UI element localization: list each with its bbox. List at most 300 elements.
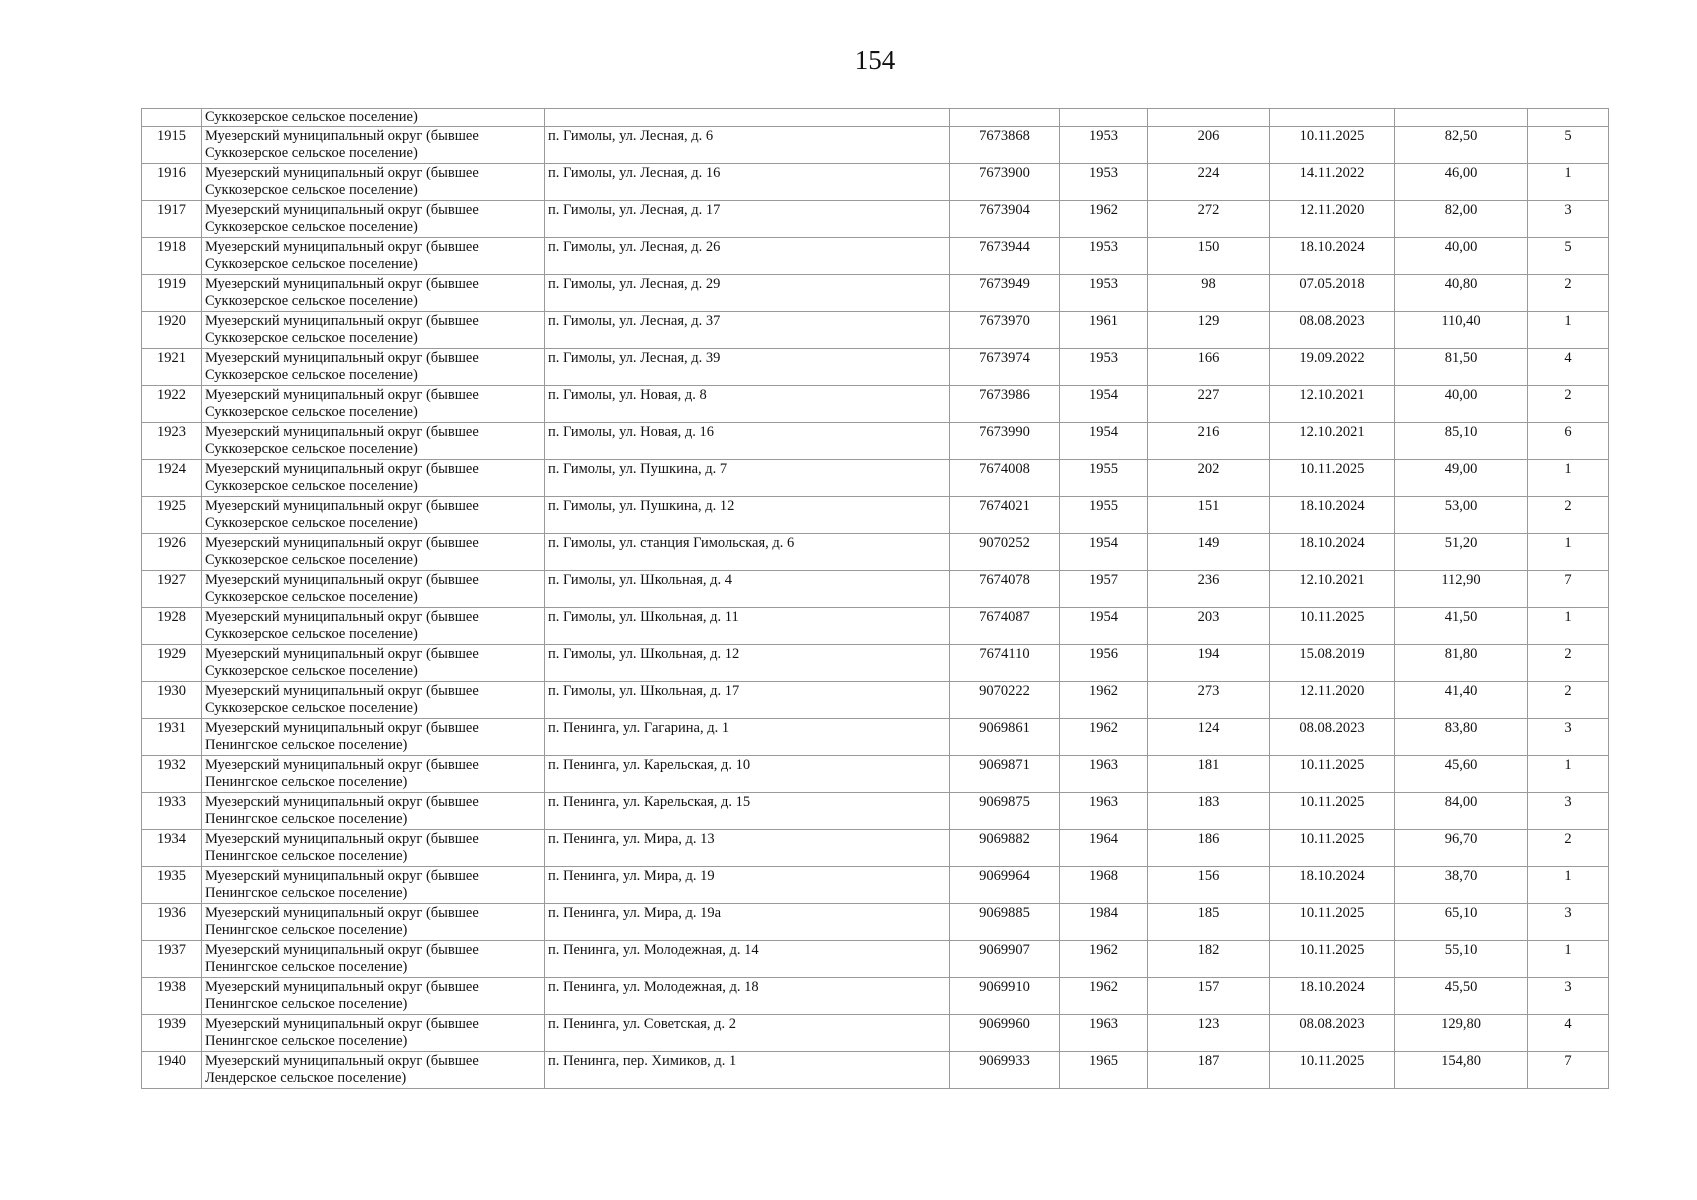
- cell-count: 3: [1528, 904, 1609, 941]
- cell-year: 1955: [1060, 497, 1148, 534]
- cell-count: 7: [1528, 1052, 1609, 1089]
- cell-code: 7673990: [950, 423, 1060, 460]
- cell-count: 3: [1528, 978, 1609, 1015]
- cell-code: 9069910: [950, 978, 1060, 1015]
- cell-address: п. Гимолы, ул. Школьная, д. 17: [545, 682, 950, 719]
- cell-district: [202, 534, 545, 571]
- cell-n: 98: [1148, 275, 1270, 312]
- district-line-1: Муезерский муниципальный округ (бывшее: [205, 905, 479, 921]
- district-line-2: Суккозерское сельское поселение): [205, 367, 418, 383]
- cell-count: 7: [1528, 571, 1609, 608]
- cell-year: 1954: [1060, 423, 1148, 460]
- table-row: [142, 460, 1609, 497]
- cell-address: п. Гимолы, ул. Школьная, д. 12: [545, 645, 950, 682]
- district-line-2: Пенингское сельское поселение): [205, 996, 408, 1012]
- cell-address: п. Гимолы, ул. Лесная, д. 39: [545, 349, 950, 386]
- cell-year: 1955: [1060, 460, 1148, 497]
- cell-area: 51,20: [1395, 534, 1528, 571]
- cell-year: 1956: [1060, 645, 1148, 682]
- cell-year: 1953: [1060, 127, 1148, 164]
- cell-year: 1962: [1060, 941, 1148, 978]
- district-line-1: Муезерский муниципальный округ (бывшее: [205, 165, 479, 181]
- table-row: [142, 497, 1609, 534]
- cell-n: 183: [1148, 793, 1270, 830]
- cell-district: [202, 867, 545, 904]
- cell-district: [202, 460, 545, 497]
- cell-code: 9069875: [950, 793, 1060, 830]
- cell-district: [202, 238, 545, 275]
- district-line-2: Суккозерское сельское поселение): [205, 145, 418, 161]
- cell-count: 2: [1528, 386, 1609, 423]
- cell-count: 6: [1528, 423, 1609, 460]
- table-row: [142, 608, 1609, 645]
- cell-year: 1953: [1060, 164, 1148, 201]
- table-row: [142, 793, 1609, 830]
- cell-count: 2: [1528, 682, 1609, 719]
- table-row: [142, 904, 1609, 941]
- cell-num: [142, 109, 202, 127]
- table-row: [142, 978, 1609, 1015]
- cell-date: 18.10.2024: [1270, 978, 1395, 1015]
- cell-address: п. Гимолы, ул. Школьная, д. 4: [545, 571, 950, 608]
- cell-district: [202, 164, 545, 201]
- cell-area: 46,00: [1395, 164, 1528, 201]
- cell-date: 10.11.2025: [1270, 127, 1395, 164]
- cell-count: 3: [1528, 719, 1609, 756]
- table-row: [142, 127, 1609, 164]
- registry-table-wrapper: [141, 108, 1609, 1089]
- cell-num: 1921: [142, 349, 202, 386]
- cell-area: 81,50: [1395, 349, 1528, 386]
- cell-date: 10.11.2025: [1270, 941, 1395, 978]
- cell-address: п. Гимолы, ул. Лесная, д. 16: [545, 164, 950, 201]
- cell-district: [202, 978, 545, 1015]
- cell-date: 12.10.2021: [1270, 386, 1395, 423]
- cell-count: 2: [1528, 830, 1609, 867]
- cell-district: [202, 941, 545, 978]
- district-line-1: Муезерский муниципальный округ (бывшее: [205, 313, 479, 329]
- cell-address: п. Гимолы, ул. Новая, д. 16: [545, 423, 950, 460]
- cell-code: 9069907: [950, 941, 1060, 978]
- cell-district: [202, 201, 545, 238]
- cell-code: 7673970: [950, 312, 1060, 349]
- cell-date: 10.11.2025: [1270, 904, 1395, 941]
- district-line-1: Муезерский муниципальный округ (бывшее: [205, 720, 479, 736]
- cell-num: 1928: [142, 608, 202, 645]
- cell-code: 9069960: [950, 1015, 1060, 1052]
- district-line-1: Муезерский муниципальный округ (бывшее: [205, 979, 479, 995]
- cell-date: 10.11.2025: [1270, 830, 1395, 867]
- district-line-2: Суккозерское сельское поселение): [205, 182, 418, 198]
- cell-district: [202, 793, 545, 830]
- district-line-2: Суккозерское сельское поселение): [205, 256, 418, 272]
- cell-address: п. Гимолы, ул. Пушкина, д. 12: [545, 497, 950, 534]
- table-row: [142, 275, 1609, 312]
- cell-code: 7674110: [950, 645, 1060, 682]
- cell-date: 12.11.2020: [1270, 682, 1395, 719]
- district-line-1: Муезерский муниципальный округ (бывшее: [205, 424, 479, 440]
- cell-district: [202, 571, 545, 608]
- cell-area: 45,60: [1395, 756, 1528, 793]
- cell-area: 45,50: [1395, 978, 1528, 1015]
- cell-district: [202, 275, 545, 312]
- cell-num: 1933: [142, 793, 202, 830]
- cell-district: [202, 386, 545, 423]
- table-row: [142, 201, 1609, 238]
- cell-code: 7674078: [950, 571, 1060, 608]
- cell-count: 2: [1528, 645, 1609, 682]
- cell-code: 7673949: [950, 275, 1060, 312]
- cell-date: 08.08.2023: [1270, 312, 1395, 349]
- district-line-2: Суккозерское сельское поселение): [205, 478, 418, 494]
- cell-count: [1528, 109, 1609, 127]
- cell-code: 7673944: [950, 238, 1060, 275]
- district-line-1: Муезерский муниципальный округ (бывшее: [205, 683, 479, 699]
- cell-num: 1936: [142, 904, 202, 941]
- table-row: [142, 571, 1609, 608]
- cell-district: [202, 682, 545, 719]
- cell-n: 187: [1148, 1052, 1270, 1089]
- cell-num: 1919: [142, 275, 202, 312]
- cell-area: 82,50: [1395, 127, 1528, 164]
- cell-district: [202, 127, 545, 164]
- district-line-1: Муезерский муниципальный округ (бывшее: [205, 535, 479, 551]
- district-line-1: Муезерский муниципальный округ (бывшее: [205, 1016, 479, 1032]
- cell-code: 7673974: [950, 349, 1060, 386]
- cell-num: 1939: [142, 1015, 202, 1052]
- district-line-2: Пенингское сельское поселение): [205, 848, 408, 864]
- cell-num: 1931: [142, 719, 202, 756]
- cell-area: 40,00: [1395, 386, 1528, 423]
- cell-n: 273: [1148, 682, 1270, 719]
- district-line-2: Суккозерское сельское поселение): [205, 219, 418, 235]
- cell-year: [1060, 109, 1148, 127]
- table-row: [142, 682, 1609, 719]
- cell-area: 41,50: [1395, 608, 1528, 645]
- cell-district: [202, 830, 545, 867]
- table-row: [142, 423, 1609, 460]
- district-line-1: Муезерский муниципальный округ (бывшее: [205, 239, 479, 255]
- cell-year: 1962: [1060, 978, 1148, 1015]
- cell-count: 1: [1528, 867, 1609, 904]
- cell-count: 1: [1528, 164, 1609, 201]
- cell-n: 224: [1148, 164, 1270, 201]
- cell-year: 1962: [1060, 682, 1148, 719]
- table-row: [142, 1015, 1609, 1052]
- cell-date: 10.11.2025: [1270, 756, 1395, 793]
- table-row: [142, 830, 1609, 867]
- cell-area: 96,70: [1395, 830, 1528, 867]
- district-line-2: Суккозерское сельское поселение): [205, 552, 418, 568]
- cell-address: п. Гимолы, ул. Пушкина, д. 7: [545, 460, 950, 497]
- cell-area: 38,70: [1395, 867, 1528, 904]
- cell-area: 65,10: [1395, 904, 1528, 941]
- cell-n: 151: [1148, 497, 1270, 534]
- cell-area: 53,00: [1395, 497, 1528, 534]
- cell-n: 227: [1148, 386, 1270, 423]
- cell-year: 1963: [1060, 756, 1148, 793]
- cell-area: 85,10: [1395, 423, 1528, 460]
- cell-date: 12.10.2021: [1270, 571, 1395, 608]
- cell-code: 9069964: [950, 867, 1060, 904]
- cell-address: п. Гимолы, ул. Лесная, д. 6: [545, 127, 950, 164]
- cell-address: п. Пенинга, ул. Карельская, д. 15: [545, 793, 950, 830]
- district-line-1: Муезерский муниципальный округ (бывшее: [205, 794, 479, 810]
- district-line-2: Пенингское сельское поселение): [205, 1033, 408, 1049]
- table-row: [142, 867, 1609, 904]
- cell-num: 1934: [142, 830, 202, 867]
- cell-district: [202, 756, 545, 793]
- cell-area: 83,80: [1395, 719, 1528, 756]
- district-line-1: Муезерский муниципальный округ (бывшее: [205, 128, 479, 144]
- cell-code: 9069871: [950, 756, 1060, 793]
- registry-table-body: [142, 109, 1609, 1089]
- cell-date: 15.08.2019: [1270, 645, 1395, 682]
- cell-district: Суккозерское сельское поселение): [202, 109, 545, 127]
- cell-area: 110,40: [1395, 312, 1528, 349]
- cell-code: 9070252: [950, 534, 1060, 571]
- district-line-2: Пенингское сельское поселение): [205, 811, 408, 827]
- table-row: [142, 756, 1609, 793]
- table-row: [142, 238, 1609, 275]
- cell-count: 4: [1528, 349, 1609, 386]
- cell-district: [202, 1052, 545, 1089]
- district-line-1: Муезерский муниципальный округ (бывшее: [205, 276, 479, 292]
- cell-address: п. Гимолы, ул. станция Гимольская, д. 6: [545, 534, 950, 571]
- cell-code: 7673900: [950, 164, 1060, 201]
- cell-code: 7674021: [950, 497, 1060, 534]
- cell-address: [545, 109, 950, 127]
- district-line-1: Муезерский муниципальный округ (бывшее: [205, 646, 479, 662]
- cell-num: 1937: [142, 941, 202, 978]
- cell-count: 2: [1528, 497, 1609, 534]
- cell-year: 1968: [1060, 867, 1148, 904]
- cell-address: п. Пенинга, ул. Гагарина, д. 1: [545, 719, 950, 756]
- cell-date: 10.11.2025: [1270, 793, 1395, 830]
- cell-count: 1: [1528, 756, 1609, 793]
- cell-n: 206: [1148, 127, 1270, 164]
- cell-year: 1954: [1060, 534, 1148, 571]
- cell-year: 1954: [1060, 608, 1148, 645]
- cell-address: п. Гимолы, ул. Лесная, д. 29: [545, 275, 950, 312]
- cell-area: 82,00: [1395, 201, 1528, 238]
- cell-district: [202, 497, 545, 534]
- cell-code: 9069861: [950, 719, 1060, 756]
- cell-year: 1962: [1060, 201, 1148, 238]
- cell-area: 81,80: [1395, 645, 1528, 682]
- cell-date: 10.11.2025: [1270, 608, 1395, 645]
- cell-count: 3: [1528, 201, 1609, 238]
- cell-date: 18.10.2024: [1270, 497, 1395, 534]
- cell-n: 272: [1148, 201, 1270, 238]
- cell-num: 1926: [142, 534, 202, 571]
- cell-n: 216: [1148, 423, 1270, 460]
- cell-n: 156: [1148, 867, 1270, 904]
- cell-count: 2: [1528, 275, 1609, 312]
- district-line-1: Муезерский муниципальный округ (бывшее: [205, 1053, 479, 1069]
- cell-n: 166: [1148, 349, 1270, 386]
- cell-year: 1965: [1060, 1052, 1148, 1089]
- cell-count: 1: [1528, 608, 1609, 645]
- district-line-1: Муезерский муниципальный округ (бывшее: [205, 498, 479, 514]
- cell-num: 1917: [142, 201, 202, 238]
- cell-n: 150: [1148, 238, 1270, 275]
- cell-date: 10.11.2025: [1270, 1052, 1395, 1089]
- cell-count: 4: [1528, 1015, 1609, 1052]
- district-line-2: Суккозерское сельское поселение): [205, 404, 418, 420]
- cell-n: 236: [1148, 571, 1270, 608]
- district-line-1: Муезерский муниципальный округ (бывшее: [205, 609, 479, 625]
- cell-n: 194: [1148, 645, 1270, 682]
- cell-n: 203: [1148, 608, 1270, 645]
- cell-district: [202, 423, 545, 460]
- cell-year: 1984: [1060, 904, 1148, 941]
- cell-area: 55,10: [1395, 941, 1528, 978]
- cell-num: 1925: [142, 497, 202, 534]
- district-line-2: Лендерское сельское поселение): [205, 1070, 407, 1086]
- cell-address: п. Пенинга, пер. Химиков, д. 1: [545, 1052, 950, 1089]
- cell-n: 185: [1148, 904, 1270, 941]
- district-line-1: Муезерский муниципальный округ (бывшее: [205, 757, 479, 773]
- cell-year: 1961: [1060, 312, 1148, 349]
- cell-count: 1: [1528, 534, 1609, 571]
- cell-address: п. Пенинга, ул. Карельская, д. 10: [545, 756, 950, 793]
- cell-area: 49,00: [1395, 460, 1528, 497]
- cell-area: 129,80: [1395, 1015, 1528, 1052]
- cell-date: 18.10.2024: [1270, 534, 1395, 571]
- table-row: [142, 534, 1609, 571]
- cell-district: [202, 719, 545, 756]
- table-row: [142, 941, 1609, 978]
- cell-date: 19.09.2022: [1270, 349, 1395, 386]
- cell-code: 7674087: [950, 608, 1060, 645]
- cell-code: 7674008: [950, 460, 1060, 497]
- cell-num: 1932: [142, 756, 202, 793]
- cell-address: п. Гимолы, ул. Школьная, д. 11: [545, 608, 950, 645]
- cell-n: 124: [1148, 719, 1270, 756]
- table-row: [142, 645, 1609, 682]
- district-line-2: Пенингское сельское поселение): [205, 737, 408, 753]
- cell-n: 202: [1148, 460, 1270, 497]
- district-line-2: Суккозерское сельское поселение): [205, 663, 418, 679]
- district-line-2: Суккозерское сельское поселение): [205, 330, 418, 346]
- cell-date: 08.08.2023: [1270, 719, 1395, 756]
- cell-date: 12.10.2021: [1270, 423, 1395, 460]
- table-row: [142, 164, 1609, 201]
- cell-count: 5: [1528, 127, 1609, 164]
- cell-area: [1395, 109, 1528, 127]
- table-row: [142, 386, 1609, 423]
- cell-num: 1924: [142, 460, 202, 497]
- cell-n: 182: [1148, 941, 1270, 978]
- cell-num: 1922: [142, 386, 202, 423]
- cell-num: 1916: [142, 164, 202, 201]
- district-line-1: Муезерский муниципальный округ (бывшее: [205, 831, 479, 847]
- cell-code: 9069933: [950, 1052, 1060, 1089]
- cell-area: 112,90: [1395, 571, 1528, 608]
- table-row: [142, 349, 1609, 386]
- cell-code: [950, 109, 1060, 127]
- cell-address: п. Гимолы, ул. Лесная, д. 17: [545, 201, 950, 238]
- cell-num: 1930: [142, 682, 202, 719]
- registry-table: [141, 108, 1609, 1089]
- cell-district: [202, 904, 545, 941]
- continuation-row: [142, 109, 1609, 127]
- cell-date: 07.05.2018: [1270, 275, 1395, 312]
- cell-num: 1938: [142, 978, 202, 1015]
- cell-address: п. Пенинга, ул. Мира, д. 19: [545, 867, 950, 904]
- cell-year: 1964: [1060, 830, 1148, 867]
- cell-n: 181: [1148, 756, 1270, 793]
- cell-n: 129: [1148, 312, 1270, 349]
- cell-num: 1918: [142, 238, 202, 275]
- cell-district: [202, 608, 545, 645]
- cell-date: 08.08.2023: [1270, 1015, 1395, 1052]
- district-line-1: Муезерский муниципальный округ (бывшее: [205, 868, 479, 884]
- cell-year: 1962: [1060, 719, 1148, 756]
- cell-year: 1963: [1060, 1015, 1148, 1052]
- district-line-2: Пенингское сельское поселение): [205, 774, 408, 790]
- page-number: 154: [854, 45, 896, 75]
- district-line-2: Суккозерское сельское поселение): [205, 589, 418, 605]
- cell-count: 1: [1528, 941, 1609, 978]
- cell-date: 10.11.2025: [1270, 460, 1395, 497]
- cell-date: 18.10.2024: [1270, 867, 1395, 904]
- cell-district: [202, 349, 545, 386]
- cell-n: 186: [1148, 830, 1270, 867]
- cell-code: 7673986: [950, 386, 1060, 423]
- cell-num: 1920: [142, 312, 202, 349]
- district-line-2: Суккозерское сельское поселение): [205, 441, 418, 457]
- cell-num: 1927: [142, 571, 202, 608]
- cell-district: [202, 1015, 545, 1052]
- cell-address: п. Пенинга, ул. Молодежная, д. 14: [545, 941, 950, 978]
- cell-address: п. Гимолы, ул. Лесная, д. 37: [545, 312, 950, 349]
- cell-address: п. Гимолы, ул. Новая, д. 8: [545, 386, 950, 423]
- cell-year: 1953: [1060, 238, 1148, 275]
- cell-code: 9070222: [950, 682, 1060, 719]
- cell-n: 157: [1148, 978, 1270, 1015]
- district-line-2: Пенингское сельское поселение): [205, 922, 408, 938]
- cell-year: 1957: [1060, 571, 1148, 608]
- cell-n: 149: [1148, 534, 1270, 571]
- cell-code: 7673904: [950, 201, 1060, 238]
- cell-year: 1953: [1060, 275, 1148, 312]
- cell-num: 1929: [142, 645, 202, 682]
- cell-code: 9069885: [950, 904, 1060, 941]
- cell-area: 41,40: [1395, 682, 1528, 719]
- cell-address: п. Пенинга, ул. Молодежная, д. 18: [545, 978, 950, 1015]
- district-line-1: Муезерский муниципальный округ (бывшее: [205, 387, 479, 403]
- district-line-1: Муезерский муниципальный округ (бывшее: [205, 202, 479, 218]
- cell-date: 18.10.2024: [1270, 238, 1395, 275]
- table-row: [142, 1052, 1609, 1089]
- district-line-2: Суккозерское сельское поселение): [205, 293, 418, 309]
- cell-area: 40,00: [1395, 238, 1528, 275]
- cell-count: 5: [1528, 238, 1609, 275]
- cell-district: [202, 312, 545, 349]
- cell-n: [1148, 109, 1270, 127]
- district-line-1: Муезерский муниципальный округ (бывшее: [205, 461, 479, 477]
- district-line-2: Пенингское сельское поселение): [205, 959, 408, 975]
- district-line-2: Суккозерское сельское поселение): [205, 700, 418, 716]
- cell-count: 1: [1528, 460, 1609, 497]
- cell-count: 3: [1528, 793, 1609, 830]
- cell-year: 1963: [1060, 793, 1148, 830]
- cell-district: [202, 645, 545, 682]
- cell-num: 1940: [142, 1052, 202, 1089]
- cell-year: 1953: [1060, 349, 1148, 386]
